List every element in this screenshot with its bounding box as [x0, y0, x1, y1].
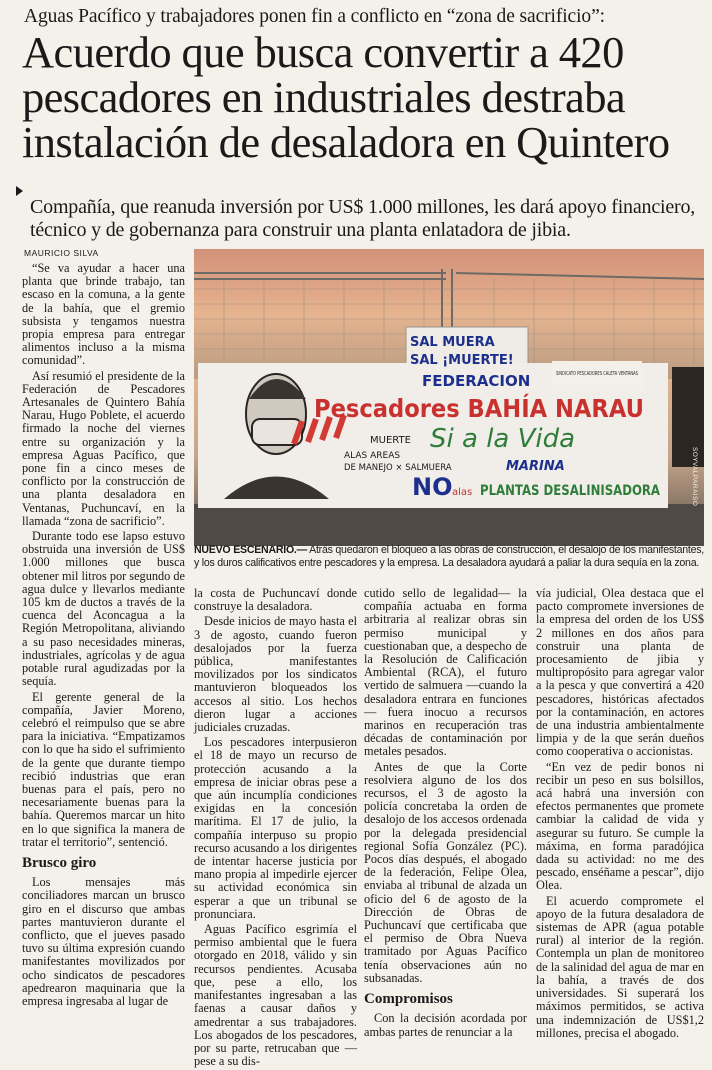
deck-line: técnico y de gobernanza para construir una planta enlatadora de jibia. — [30, 219, 571, 241]
subhead-compromisos: Compromisos — [364, 991, 453, 1008]
kicker: Aguas Pacífico y trabajadores ponen fin a conflicto en “zona de sacrificio”: — [24, 6, 605, 27]
paragraph: Durante todo ese lapso estuvo obstruida una inversión de US$ 1.000 millones que busca obtener mil litros por segundo de agua dulce y llevarlos mediante 105 km de ductos a través de la cuenca del Aconcagua a la Región Metropolitana, aliviando a su paso necesidades mineras, industriales, agrícolas y de agua potable rural agudizadas por la sequía. — [22, 529, 185, 689]
headline — [22, 27, 712, 167]
banner-main: Pescadores BAHÍA NARAU — [314, 394, 644, 423]
photo-caption — [194, 544, 704, 570]
byline: MAURICIO SILVA — [24, 248, 99, 258]
banner-sign-line-1: SAL MUERA — [410, 335, 495, 350]
paragraph: El gerente general de la compañía, Javier Moreno, celebró el reimpulso que se abre para la iniciativa. “Empatizamos con lo que ha sido el sufrimiento de la gente que durante tiempo recibió industrias que eran buenas para el país, pero no necesariamente buenas para la bahía. Queremos marcar un hito en lo que significa la manera de tratar el territorio”, sentenció. — [22, 689, 185, 849]
paragraph: cutido sello de legalidad— la compañía actuaba en forma arbitraria al realizar obras sin permiso municipal y cuestionaban que, a despecho de la Resolución de Calificación Ambiental (RCA), el futuro vertido de salmuera —cuando la desaladora entrara en funciones— fuera inocuo a recursos marinos en recuperación tras décadas de contaminación por metales pesados. — [364, 586, 527, 759]
headline-line: instalación de desaladora en Quintero — [22, 117, 670, 167]
paragraph: El acuerdo compromete el apoyo de la futura desaladora de sistemas de APR (agua potable rural) al interior de la región. Contempla un plan de monitoreo de la salinidad del agua de mar en la bahía, a través de dos universidades. Si superará los máximos permitidos, se activa una indemnización de US$1,2 millones, precisa el abogado. — [536, 893, 704, 1040]
paragraph: “En vez de pedir bonos ni recibir un peso en sus bolsillos, acá habrá una inversión con efectos permanentes que promete cambiar la calidad de vida y asegurar su futuro. Se cumple la máxima, en forma paradójica dada su actividad: no me des pescado, enséñame a pescar”, dijo Olea. — [536, 759, 704, 893]
banner-line-3: DE MANEJO × SALMUERA — [344, 463, 452, 473]
banner-vida: Si a la Vida — [430, 424, 576, 454]
deck-line: Compañía, que reanuda inversión por US$ 1.000 millones, les dará apoyo financiero, — [30, 196, 696, 218]
banner-alas: alas — [452, 487, 473, 498]
caption-label: NUEVO ESCENARIO.— — [194, 544, 307, 556]
paragraph: Los pescadores interpusieron el 18 de mayo un recurso de protección acusando a la empresa de iniciar obras pese a que aún incumplía condiciones exigidas en la concesión marítima. El 17 de julio, la compañía interpuso su propio recurso acusando a los dirigentes de intentar hacerse justicia por mano propia al impedirle ejercer su actividad económica sin esperar a que un tribunal se pronunciara. — [194, 735, 357, 921]
paragraph: Con la decisión acordada por ambas partes de renunciar a la — [364, 1011, 527, 1039]
article-column-1 — [22, 262, 185, 1010]
banner-line-1: MUERTE — [370, 435, 411, 446]
banner-plantas: PLANTAS DESALINISADORA — [480, 483, 661, 499]
caption-text: Atrás quedaron el bloqueo a las obras de construcción, el desalojo de los manifestantes, y los duros calificativos entre pescadores y la empresa. La desaladora ayudará a paliar la dura sequía en la zona. — [194, 544, 704, 569]
banner-line-2: ALAS AREAS — [344, 451, 401, 461]
banner-no: NO — [412, 473, 453, 501]
deck-arrow-icon — [16, 186, 23, 196]
paragraph: Antes de que la Corte resolviera alguno de los dos recursos, el 3 de agosto la policía concretaba la orden de desalojo de los accesos ordenada por la delegada presidencial regional Sofía González (PC). Pocos días después, el abogado de la federación, Felipe Olea, enviaba al tribunal de alzada un oficio del 6 de agosto de la Dirección de Obras de Puchuncaví que certificaba que el permiso de Obra Nueva tramitado por Aguas Pacífico tenía observaciones aún no subsanadas. — [364, 759, 527, 985]
article-column-2 — [194, 587, 357, 1070]
photo-credit: SOYVALPARAISO — [691, 446, 698, 506]
subhead-brusco-giro: Brusco giro — [22, 854, 97, 871]
banner-marina: MARINA — [506, 459, 565, 474]
paragraph: la costa de Puchuncaví donde construye la desaladora. — [194, 586, 357, 614]
paragraph: Así resumió el presidente de la Federación de Pescadores Artesanales de Quintero Bahía Narau, Hugo Poblete, el acuerdo firmado la noche del viernes entre su organización y la empresa Aguas Pacífico, que pone fin a cinco meses de conflicto por la construcción de una planta desaladora en Ventanas, Puchuncaví, en la llamada “zona de sacrificio”. — [22, 368, 185, 528]
article-photo — [194, 249, 704, 546]
article-column-4 — [536, 587, 704, 1042]
paragraph: Aguas Pacífico esgrimía el permiso ambiental que le fuera otorgado en 2018, válido y sin recursos pendientes. Acusaba que, pese a ello, los manifestantes ingresaban a las faenas a causar daños y amedrentar a sus trabajadores. Los abogados de los pescadores, por su parte, retrucaban que —pese a su dis- — [194, 922, 357, 1069]
banner-federacion: FEDERACION — [422, 372, 531, 390]
headline-line: Acuerdo que busca convertir a 420 — [22, 27, 624, 77]
banner-small: SINDICATO PESCADORES CALETA VENTANAS — [556, 371, 639, 377]
paragraph: Desde inicios de mayo hasta el 3 de agosto, cuando fueron desalojados por la fuerza pública, manifestantes movilizados por los sindicatos mantuvieron bloqueados los accesos al sitio. Los hechos dieron lugar a acciones judiciales cruzadas. — [194, 614, 357, 735]
paragraph: vía judicial, Olea destaca que el pacto compromete inversiones de la empresa del orden de los US$ 2 millones en dos años para construir una planta de procesamiento de jibia y multipropósito para agregar valor a la pesca y que convertirá a 420 pescadores, históricas afectados por la contaminación, en actores de una industria ambientalmente limpia y de la que serán dueños como cooperativa o accionistas. — [536, 586, 704, 759]
protest-banner-illustration — [194, 249, 704, 546]
paragraph: “Se va ayudar a hacer una planta que brinde trabajo, tan escaso en la comuna, a la gente de la bahía, que el gremio subsista y tengamos nuestra propia empresa para entregar alimentos incluso a la misma comunidad”. — [22, 261, 185, 368]
article-column-3 — [364, 587, 527, 1041]
deck — [30, 196, 700, 242]
paragraph: Los mensajes más conciliadores marcan un brusco giro en el discurso que ambas partes mantuvieron durante el conflicto, que el jueves pasado tuvo su última expresión cuando manifestantes movilizados por ocho sindicatos de pescadores apedrearon maquinaria que la empresa ingresaba al lugar de — [22, 875, 185, 1008]
headline-line: pescadores en industriales destraba — [22, 72, 625, 122]
banner-sign-line-2: SAL ¡MUERTE! — [410, 353, 514, 368]
